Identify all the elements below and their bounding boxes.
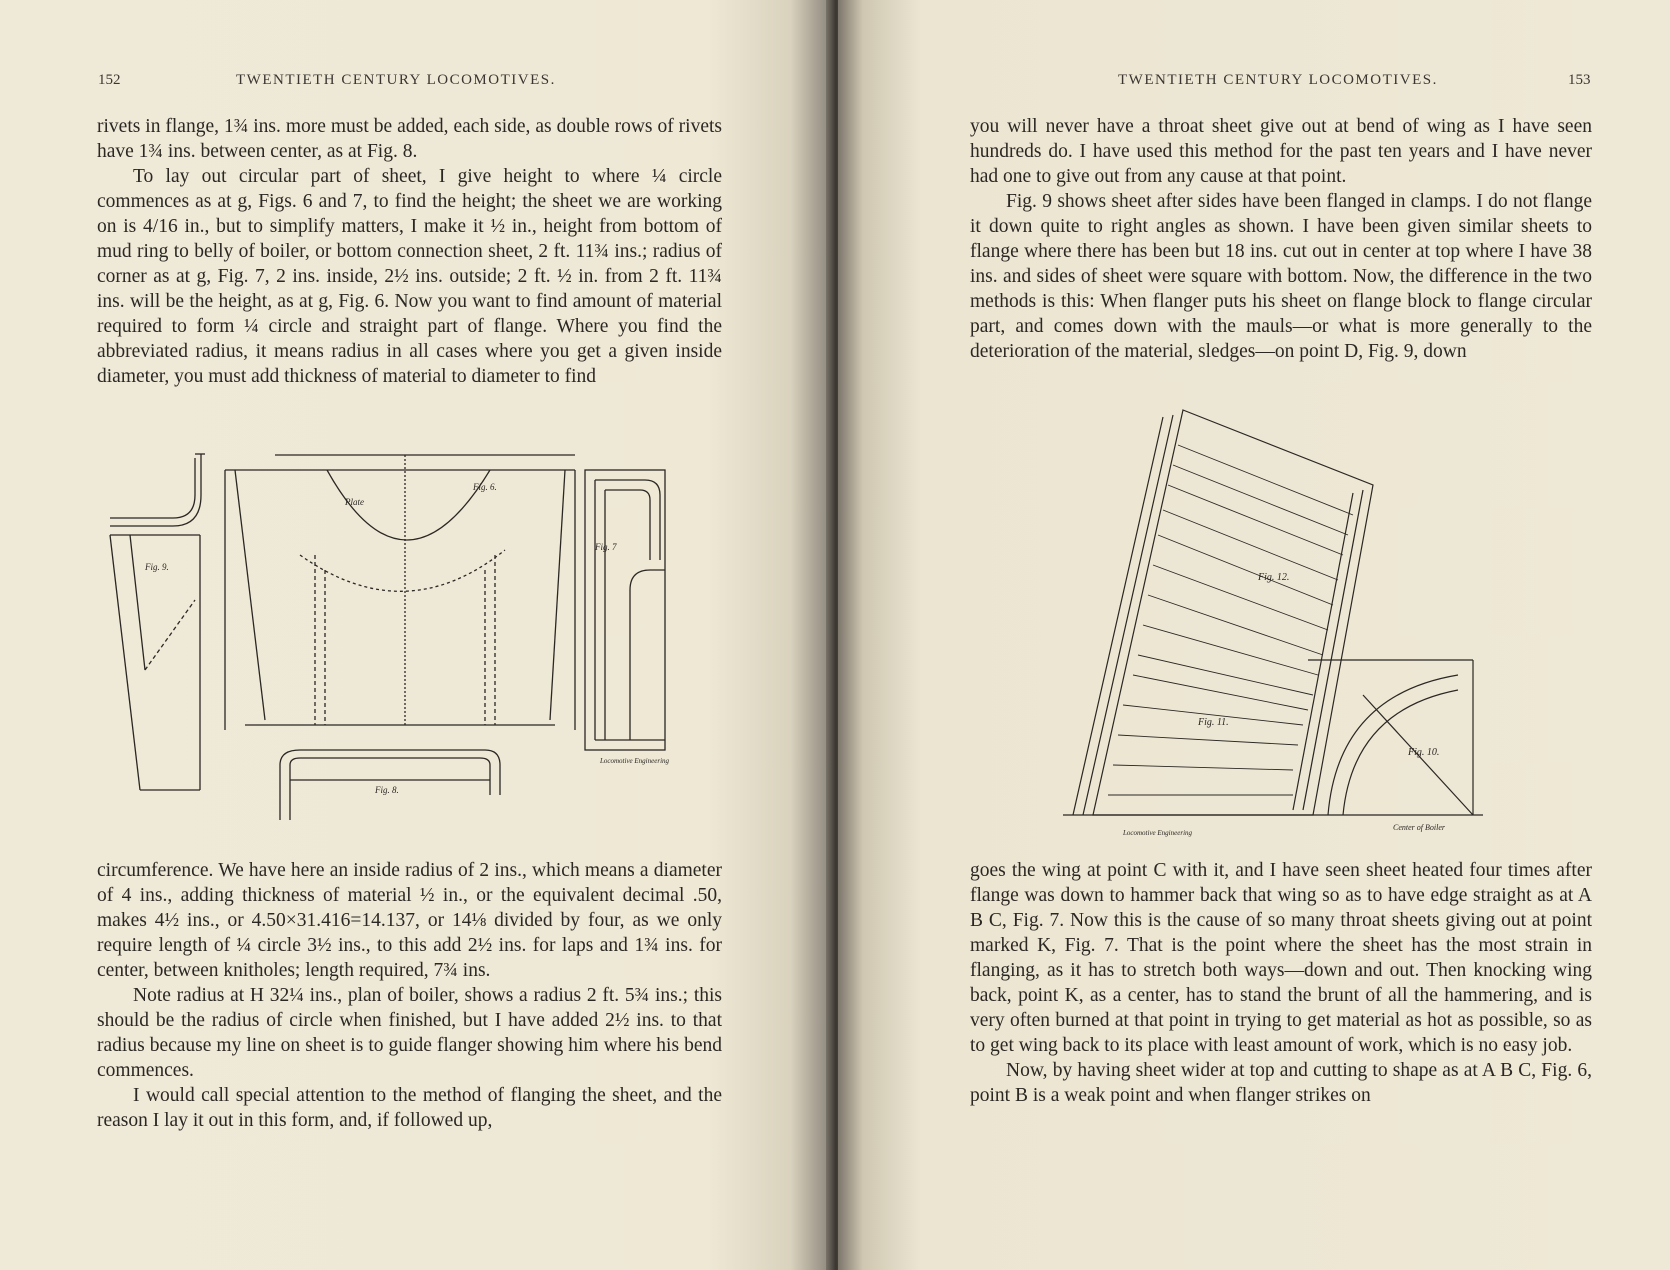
left-paragraph-2: To lay out circular part of sheet, I give height to where ¼ circle commences as at g, Figs. 6 and 7, to find the height; the sheet we are working on is 4/16 in., but to simplify matters, I make it ½ in., height from bottom of mud ring to belly of boiler, or bottom connection sheet, 2 ft. 11¾ ins.; radius of corner as at g, Fig. 7, 2 ins. inside, 2½ ins. outside; 2 ft. ½ in. from 2 ft. 11¾ ins. will be the height, as at g, Fig. 6. Now you want to find amount of material required to form ¼ circle and straight part of flange. Where you find the abbreviated radius, it means radius in all cases where you get a given inside diameter, you must add thickness of material to diameter to find (97, 166, 722, 387)
right-paragraph-1: you will never have a throat sheet give out at bend of wing as I have seen hundreds do. I have used this method for the past ten years and I have never had one to give out from any cause at that point. (970, 116, 1592, 187)
left-credit-label: Locomotive Engineering (600, 757, 670, 765)
left-paragraph-1: rivets in flange, 1¾ ins. more must be added, each side, as double rows of rivets have 1¾ ins. between center, as at Fig. 8. (97, 116, 722, 162)
left-bottom-text (97, 858, 722, 1133)
right-running-head: TWENTIETH CENTURY LOCOMOTIVES. (1118, 72, 1438, 88)
left-top-text (97, 114, 722, 389)
right-page (838, 0, 1670, 1270)
right-folio: 153 (1568, 72, 1591, 88)
fig7-label: Fig. 7 (595, 542, 617, 552)
center-of-boiler-label: Center of Boiler (1393, 823, 1445, 832)
left-running-head: TWENTIETH CENTURY LOCOMOTIVES. (236, 72, 556, 88)
right-credit-label: Locomotive Engineering (1123, 829, 1193, 837)
fig8-label: Fig. 8. (375, 785, 399, 795)
plate-label: Plate (345, 497, 364, 507)
left-paragraph-5: I would call special attention to the method of flanging the sheet, and the reason I lay it out in this form, and, if followed up, (97, 1085, 722, 1131)
left-folio: 152 (98, 72, 121, 88)
fig6-label: Fig. 6. (473, 482, 497, 492)
right-paragraph-4: Now, by having sheet wider at top and cutting to shape as at A B C, Fig. 6, point B is a weak point and when flanger strikes on (970, 1060, 1592, 1106)
fig9-label: Fig. 9. (145, 562, 169, 572)
left-figures-drawing (105, 440, 725, 840)
fig10-label: Fig. 10. (1408, 747, 1440, 758)
fig12-label: Fig. 12. (1258, 572, 1290, 583)
right-bottom-text (970, 858, 1592, 1108)
right-top-text (970, 114, 1592, 364)
fig11-label: Fig. 11. (1198, 717, 1229, 728)
right-paragraph-2: Fig. 9 shows sheet after sides have been flanged in clamps. I do not flange it down quite to right angles as shown. I have been given similar sheets to flange where there has been but 18 ins. cut out in center at top where I have 38 ins. and sides of sheet were square with bottom. Now, the difference in the two methods is this: When flanger puts his sheet on flange block to flange circular part, and comes down with the mauls—or what is more generally to the deterioration of the material, sledges—on point D, Fig. 9, down (970, 191, 1592, 362)
left-page (0, 0, 832, 1270)
left-paragraph-3: circumference. We have here an inside radius of 2 ins., which means a diameter of 4 ins., adding thickness of material ½ in., or the equivalent decimal .50, makes 4½ ins., or 4.50×31.416=14.137, or 14⅛ divided by four, as we only require length of ¼ circle 3½ ins., to this add 2½ ins. for laps and 1¾ ins. for center, between knitholes; length required, 7¾ ins. (97, 860, 722, 981)
left-paragraph-4: Note radius at H 32¼ ins., plan of boiler, shows a radius 2 ft. 5¾ ins.; this should be the radius of circle when finished, but I have added 2½ ins. to that radius because my line on sheet is to guide flanger showing him where his bend commences. (97, 985, 722, 1081)
right-paragraph-3: goes the wing at point C with it, and I have seen sheet heated four times after flange was down to hammer back that wing so as to have edge straight as at A B C, Fig. 7. Now this is the cause of so many throat sheets giving out at point marked K, Fig. 7. That is the point where the sheet has the most strain in flanging, as it has to stretch both ways—down and out. Then knocking wing back, point K, as a center, has to stand the brunt of all the hammering, and is very often burned at that point in trying to get material as hot as possible, so as to get wing back to its place with least amount of work, which is no easy job. (970, 860, 1592, 1056)
right-figures-drawing (1063, 405, 1493, 845)
